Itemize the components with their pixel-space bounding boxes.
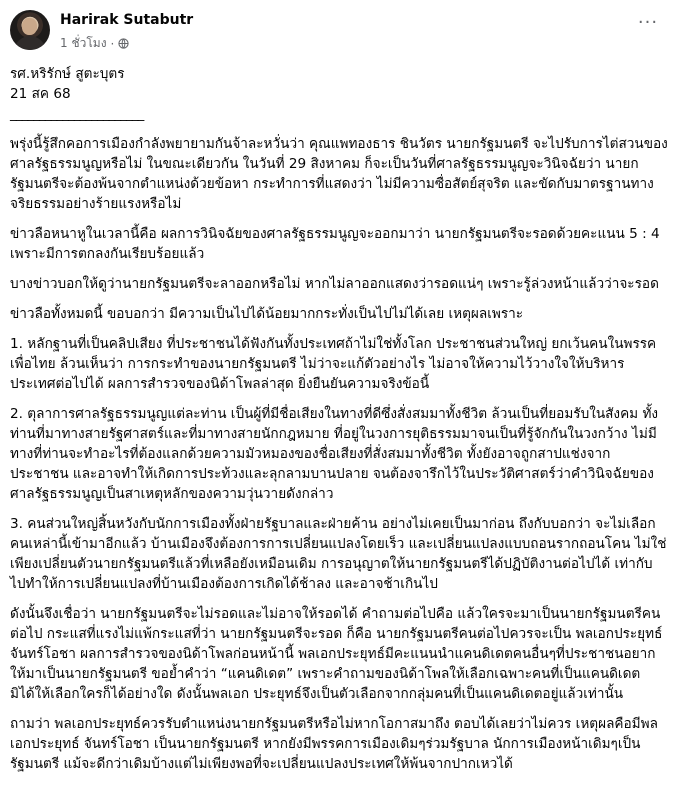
byline-author: รศ.หริรักษ์ สูตะบุตร — [10, 66, 125, 82]
post-time[interactable]: 1 ชั่วโมง — [60, 36, 107, 50]
author-avatar[interactable] — [10, 10, 50, 50]
more-options-button[interactable]: ··· — [637, 12, 659, 33]
post-header — [10, 10, 660, 54]
paragraph-4: ข่าวลือทั้งหมดนี้ ขอบอกว่า มีความเป็นไปได้น้อยมากกระทั่งเป็นไปไม่ได้เลย เหตุผลเพราะ — [10, 306, 524, 322]
paragraph-3: บางข่าวบอกให้ดูว่านายกรัฐมนตรีจะลาออกหรือไม่ หากไม่ลาออกแสดงว่ารอดแน่ๆ เพราะรู้ล่วงหน้าแล้วว่าจะรอด — [10, 276, 659, 292]
post-body — [10, 64, 668, 774]
avatar-body-shape — [14, 36, 46, 50]
separator-line: _______________________ — [10, 106, 144, 122]
globe-icon — [118, 38, 129, 49]
paragraph-1: พรุ่งนี้รู้สึกคอการเมืองกำลังพยายามกันจ้าละหวั่นว่า คุณแพทองธาร ชินวัตร นายกรัฐมนตรี จะไปรับการไต่สวนของศาลรัฐธรรมนูญหรือไม่ ในขณะเดียวกัน ในวันที่ 29 สิงหาคม ก็จะเป็นวันที่ศาลรัฐธรรมนูญจะวินิจฉัยว่า นายกรัฐมนตรีจะต้องพ้นจากตำแหน่งด้วยข้อหา กระทำการที่แสดงว่า ไม่มีความซื่อสัตย์สุจริต และขัดกับมาตรฐานทางจริยธรรมอย่างร้ายแรงหรือไม่ — [10, 136, 668, 212]
meta-separator: · — [110, 36, 115, 51]
paragraph-5: 1. หลักฐานที่เป็นคลิปเสียง ที่ประชาชนได้ฟังกันทั้งประเทศถ้าไม่ใช่ทั้งโลก ประชาชนส่วนใหญ่ ยกเว้นคนในพรรคเพื่อไทย ล้วนเห็นว่า การกระทำของนายกรัฐมนตรี ไม่ว่าจะแก้ตัวอย่างไร ไม่อาจให้ความไว้วางใจให้บริหารประเทศต่อไปได้ ผลการสำรวจของนิด้าโพลล่าสุด ยิ่งยืนยันความจริงข้อนี้ — [10, 336, 657, 392]
post-meta — [60, 34, 129, 53]
author-name[interactable]: Harirak Sutabutr — [60, 12, 194, 28]
paragraph-2: ข่าวลือหนาหูในเวลานี้คือ ผลการวินิจฉัยของศาลรัฐธรรมนูญจะออกมาว่า นายกรัฐมนตรีจะรอดด้วยคะแนน 5 : 4 เพราะมีการตกลงกันเรียบร้อยแล้ว — [10, 226, 660, 262]
paragraph-8: ดังนั้นจึงเชื่อว่า นายกรัฐมนตรีจะไม่รอดและไม่อาจให้รอดได้ คำถามต่อไปคือ แล้วใครจะมาเป็นนายกรัฐมนตรีคนต่อไป กระแสที่แรงไม่แพ้กระแสที่ว่า นายกรัฐมนตรีจะรอด ก็คือ นายกรัฐมนตรีคนต่อไปควรจะเป็น พลเอกประยุทธ์ จันทร์โอชา ผลการสำรวจของนิด้าโพลก่อนหน้านี้ พลเอกประยุทธ์มีคะแนนนำแคนดิเดตคนอื่นๆที่ประชาชนอยากให้มาเป็นนายกรัฐมนตรี ขอย้ำคำว่า “แคนดิเดต” เพราะคำถามของนิด้าโพลให้เลือกเฉพาะคนที่เป็นแคนดิเดต มิได้ให้เลือกใครก็ได้อย่างใด ดังนั้นพลเอก ประยุทธ์จึงเป็นตัวเลือกจากกลุ่มคนที่เป็นแคนดิเดตอยู่แล้วเท่านั้น — [10, 606, 663, 702]
paragraph-6: 2. ตุลาการศาลรัฐธรรมนูญแต่ละท่าน เป็นผู้ที่มีชื่อเสียงในทางที่ดีซึ่งสั่งสมมาทั้งชีวิต ล้วนเป็นที่ยอมรับในสังคม ทั้งท่านที่มาทางสายรัฐศาสตร์และที่มาทางสายนักกฎหมาย ที่อยู่ในวงการยุติธรรมมาจนเป็นที่รู้จักกันในวงกว้าง ไม่มีทางที่ท่านจะทำอะไรที่ต้องแลกด้วยความมัวหมองของชื่อเสียงที่สั่งสมมาทั้งชีวิต ทั้งยังอาจถูกสาปแช่งจากประชาชน และอาจทำให้เกิดการประท้วงและลุกลามบานปลาย จนต้องจารึกไว้ในประวัติศาสตร์ว่าคำวินิจฉัยของศาลรัฐธรรมนูญเป็นสาเหตุหลักของความวุ่นวายดังกล่าว — [10, 406, 659, 502]
paragraph-7: 3. คนส่วนใหญ่สิ้นหวังกับนักการเมืองทั้งฝ่ายรัฐบาลและฝ่ายค้าน อย่างไม่เคยเป็นมาก่อน ถึงกับบอกว่า จะไม่เลือกคนเหล่านี้เข้ามาอีกแล้ว บ้านเมืองจึงต้องการการเปลี่ยนแปลงโดยเร็ว และเปลี่ยนแปลงแบบถอนรากถอนโคน ไม่ใช่เพียงเปลี่ยนตัวนายกรัฐมนตรีแล้วที่เหลือยังเหมือนเดิม การอนุญาตให้นายกรัฐมนตรีได้ปฏิบัติงานต่อไปได้ เท่ากับไปทำให้การเปลี่ยนแปลงที่บ้านเมืองต้องการเกิดได้ช้าลง และอาจช้าเกินไป — [10, 516, 667, 592]
paragraph-9: ถามว่า พลเอกประยุทธ์ควรรับตำแหน่งนายกรัฐมนตรีหรือไม่หากโอกาสมาถึง ตอบได้เลยว่าไม่ควร เหตุผลคือมีพลเอกประยุทธ์ จันทร์โอชา เป็นนายกรัฐมนตรี หากยังมีพรรคการเมืองเดิมๆร่วมรัฐบาล นักการเมืองหน้าเดิมๆเป็นรัฐมนตรี แม้จะดีกว่าเดิมบ้างแต่ไม่เพียงพอที่จะเปลี่ยนแปลงประเทศให้พ้นจากปากเหวได้ — [10, 716, 658, 772]
byline-date: 21 สค 68 — [10, 86, 71, 102]
avatar-face-shape — [22, 18, 37, 35]
